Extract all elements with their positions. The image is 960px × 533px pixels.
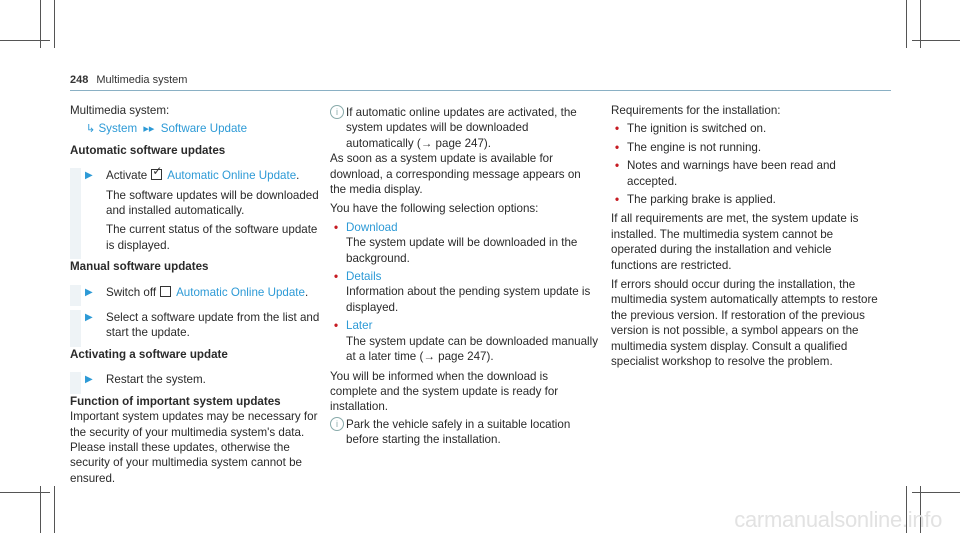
double-chevron-icon: ▸▸	[140, 123, 158, 136]
step-suffix: .	[304, 285, 309, 299]
requirement-item	[611, 121, 881, 136]
requirement-text: The parking brake is applied.	[627, 193, 776, 207]
crop-mark	[912, 492, 960, 493]
note-text: If automatic online updates are activated, the system updates will be downloaded automatically (→ page 247).	[346, 106, 577, 150]
option-details	[330, 269, 598, 315]
header-rule	[70, 90, 891, 91]
automatic-online-update-on[interactable]: Automatic Online Update	[167, 169, 297, 183]
crop-mark	[40, 486, 41, 533]
step-restart	[70, 372, 320, 387]
step-restart-text: Restart the system.	[106, 373, 206, 387]
heading-manual-updates: Manual software updates	[70, 260, 209, 274]
heading-activating: Activating a software update	[70, 347, 228, 361]
option-download-text: The system update will be downloaded in the background.	[346, 236, 578, 265]
paragraph-installed: If all requirements are met, the system update is installed. The multimedia system cannot be operated during the installation and vehicle functions are restricted.	[611, 212, 859, 272]
step-select-update	[70, 310, 320, 341]
crop-mark	[906, 0, 907, 48]
heading-automatic-updates: Automatic software updates	[70, 143, 226, 157]
section-title: Multimedia system	[96, 74, 188, 86]
column-middle	[330, 103, 598, 448]
step-bar	[70, 285, 81, 306]
watermark: carmanualsonline.info	[734, 506, 942, 532]
bullet-icon: •	[615, 122, 620, 136]
step-activate-line	[106, 168, 320, 183]
return-arrow-icon: ↳	[86, 123, 96, 136]
requirement-item	[611, 192, 881, 207]
menu-path	[70, 121, 320, 137]
step-activate-result: The software updates will be downloaded and installed automatically.	[106, 188, 319, 218]
paragraph-errors: If errors should occur during the installation, the multimedia system automatically attempts to restore the previous version. If restoration of the previous version is not possible, a symbol appears on the multimedia system display. Consult a qualified specialist workshop to resolve the problem.	[611, 278, 878, 369]
automatic-online-update-off[interactable]: Automatic Online Update	[176, 285, 305, 299]
step-arrow-icon: ▶	[85, 170, 93, 182]
option-later-label[interactable]: Later	[346, 319, 373, 333]
bullet-icon: •	[615, 159, 620, 173]
checkbox-checked-icon	[151, 169, 162, 180]
heading-function: Function of important system updates	[70, 394, 281, 408]
note-park-vehicle	[330, 417, 598, 448]
column-right	[611, 103, 881, 370]
info-note-icon: i	[330, 417, 344, 431]
step-text: Activate	[106, 169, 148, 183]
paragraph-message: As soon as a system update is available for download, a corresponding message appears on the media display.	[330, 152, 581, 197]
option-details-text: Information about the pending system update is displayed.	[346, 285, 591, 314]
requirements-title: Requirements for the installation:	[611, 104, 781, 117]
option-download-label[interactable]: Download	[346, 220, 398, 234]
crop-mark	[912, 40, 960, 41]
crop-mark	[0, 492, 50, 493]
step-bar	[70, 372, 81, 393]
step-arrow-icon: ▶	[85, 312, 93, 324]
crop-mark	[54, 486, 55, 533]
step-select-text: Select a software update from the list and start the update.	[106, 311, 320, 340]
step-activate	[70, 168, 320, 253]
option-download	[330, 220, 598, 266]
paragraph-informed: You will be informed when the download is complete and the system update is ready for installation.	[330, 369, 559, 414]
requirement-text: Notes and warnings have been read and accepted.	[627, 159, 836, 188]
step-bar	[70, 168, 81, 259]
step-text: Switch off	[106, 285, 157, 299]
bullet-icon: •	[615, 140, 620, 154]
note-text: Park the vehicle safely in a suitable location before starting the installation.	[346, 417, 571, 447]
step-arrow-icon: ▶	[85, 374, 93, 386]
requirement-item	[611, 140, 881, 155]
bullet-icon: •	[615, 193, 620, 207]
requirement-text: The engine is not running.	[627, 140, 762, 154]
menu-path-system[interactable]: System	[98, 122, 138, 136]
step-arrow-icon: ▶	[85, 286, 93, 298]
step-activate-status: The current status of the software update is displayed.	[106, 223, 318, 252]
bullet-icon: •	[334, 319, 339, 333]
requirement-text: The ignition is switched on.	[627, 122, 767, 136]
paragraph-options: You have the following selection options:	[330, 202, 539, 216]
column-left	[70, 103, 320, 486]
step-bar	[70, 310, 81, 347]
step-suffix: .	[296, 169, 300, 183]
step-switch-off-line	[106, 285, 320, 300]
requirement-item	[611, 158, 881, 189]
crop-mark	[0, 40, 50, 41]
step-switch-off	[70, 285, 320, 300]
page-number: 248	[70, 74, 89, 86]
option-details-label[interactable]: Details	[346, 270, 382, 284]
option-later	[330, 318, 598, 364]
bullet-icon: •	[334, 220, 339, 234]
note-auto-download	[330, 105, 598, 151]
option-later-text: The system update can be downloaded manually at a later time (→ page 247).	[346, 334, 598, 364]
menu-path-software-update[interactable]: Software Update	[160, 122, 248, 136]
page-header	[70, 73, 187, 88]
crop-mark	[54, 0, 55, 48]
bullet-icon: •	[334, 270, 339, 284]
menu-path-intro: Multimedia system:	[70, 104, 170, 117]
checkbox-unchecked-icon	[160, 286, 171, 297]
function-text: Important system updates may be necessary for the security of your multimedia system's data. Please install these updates, otherwise the security of your multimedia system cannot be ensured.	[70, 410, 318, 485]
info-note-icon: i	[330, 105, 344, 119]
